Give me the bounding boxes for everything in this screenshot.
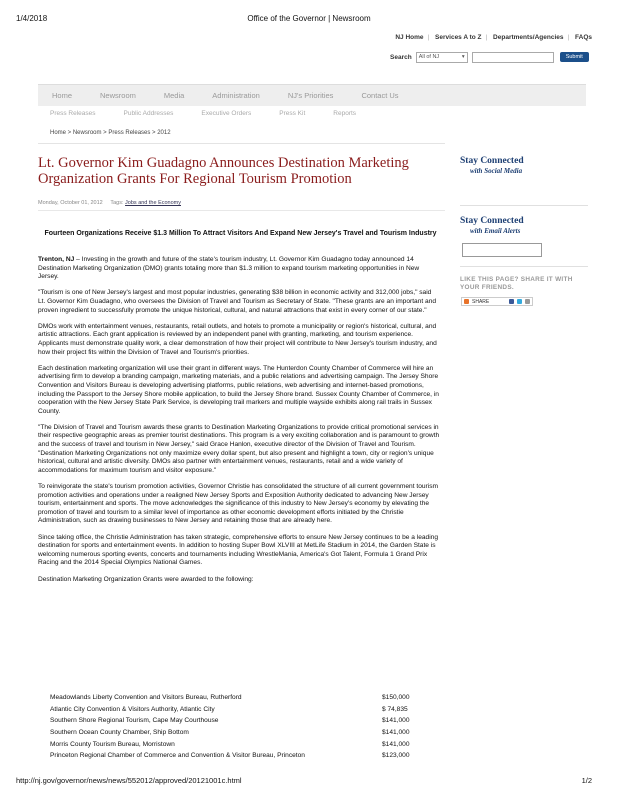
email-subtitle[interactable]: with Email Alerts <box>470 227 521 235</box>
nav-newsroom[interactable]: Newsroom <box>100 91 136 100</box>
print-header <box>0 14 618 26</box>
grantee: Southern Ocean County Chamber, Ship Bottom <box>50 729 189 737</box>
share-prompt: LIKE THIS PAGE? SHARE IT WITH YOUR FRIENDS. <box>460 276 573 291</box>
search-scope-select[interactable] <box>416 52 468 63</box>
paragraph: "Tourism is one of New Jersey's largest and most popular industries, generating $38 billion in economic activity and 312,000 jobs," said Lt. Governor Kim Guadagno, who oversees the Division of Travel and Tourism as Secretary of State. "These grants are an important and proven ingredient to successfully promote the unique historical, cultural, and natural attractions that exist in every corner of our state." <box>38 289 437 314</box>
paragraph: "The Division of Travel and Tourism awards these grants to Destination Marketing Organizations to provide critical promotional services in their respective geographic areas as premier tourist destinations. This program is a very exciting collaboration and is paramount to growth and the success of travel and tourism in New Jersey," said Grace Hanlon, executive director of the Division of Travel and Tourism. "Destination Marketing Organizations not only maximize every dollar spent, but also present and highlight a town, city or region's unique historical, cultural and artistic diversity. DMOs also partner with entertainment venues, restaurants, retail and a wide variety of accommodations for maximum tourism and visitor exposure." <box>38 423 440 474</box>
nav-media[interactable]: Media <box>163 91 185 100</box>
subnav-press-releases[interactable]: Press Releases <box>50 110 96 117</box>
utility-links: NJ Home | Services A to Z | Departments/Agencies | FAQs <box>395 34 592 41</box>
tag-link[interactable]: Jobs and the Economy <box>125 200 181 206</box>
departments-link[interactable]: Departments/Agencies <box>493 34 564 41</box>
email-alerts-block <box>460 216 590 235</box>
nav-priorities[interactable]: NJ's Priorities <box>287 91 334 100</box>
table-row <box>50 750 420 762</box>
grantee: Southern Shore Regional Tourism, Cape May Courthouse <box>50 717 219 725</box>
article-date: Monday, October 01, 2012 <box>38 200 103 206</box>
search-bar <box>390 51 589 63</box>
subnav-public-addresses[interactable]: Public Addresses <box>123 110 174 117</box>
grantee: Meadowlands Liberty Convention and Visitors Bureau, Rutherford <box>50 694 242 702</box>
share-label: SHARE <box>472 298 490 305</box>
search-input[interactable] <box>472 52 554 63</box>
table-row <box>50 738 420 750</box>
submit-button[interactable]: Submit <box>560 52 589 62</box>
paragraph: DMOs work with entertainment venues, restaurants, retail outlets, and hotels to promote a municipality or region's historical, cultural, and artistic attractions. Each grant application is reviewed by an independent panel with granting, marketing, and tourism experience. Applicants must demonstrate quality work, a clear demonstration of how their project will contribute to New Jersey's tourism industry, and how their project fits within the Division of Travel and Tourism's priorities. <box>38 322 437 356</box>
paragraph: Destination Marketing Organization Grants were awarded to the following: <box>38 575 254 583</box>
facebook-icon <box>509 299 514 304</box>
grants-table <box>50 692 420 762</box>
page-url: http://nj.gov/governor/news/news/552012/approved/20121001c.html <box>16 776 242 785</box>
grantee: Princeton Regional Chamber of Commerce and Convention & Visitor Bureau, Princeton <box>50 752 305 760</box>
table-row <box>50 727 420 739</box>
grantee: Atlantic City Convention & Visitors Authority, Atlantic City <box>50 705 215 713</box>
divider <box>38 143 445 144</box>
page-number: 1/2 <box>581 776 592 785</box>
subnav-reports[interactable]: Reports <box>333 110 357 117</box>
search-scope-value: All of NJ <box>418 54 440 60</box>
page-title: Lt. Governor Kim Guadagno Announces Destination Marketing Organization Grants For Regional Tourism Promotion <box>38 155 409 187</box>
share-button[interactable] <box>461 297 533 306</box>
print-date: 1/4/2018 <box>16 14 48 23</box>
article-body <box>38 256 440 592</box>
email-title[interactable]: Stay Connected <box>460 216 524 226</box>
nav-contact[interactable]: Contact Us <box>361 91 399 100</box>
social-title[interactable]: Stay Connected <box>460 156 524 166</box>
grantee: Morris County Tourism Bureau, Morristown <box>50 740 175 748</box>
sub-nav <box>50 110 356 117</box>
tags-label: Tags: <box>110 200 124 206</box>
subnav-press-kit[interactable]: Press Kit <box>279 110 306 117</box>
social-subtitle[interactable]: with Social Media <box>470 167 523 175</box>
paragraph: To reinvigorate the state's tourism promotion activities, Governor Christie has consolidated the structure of all current government tourism promotion activities and operations under a realigned New Jersey Sports and Exposition Authority dedicated to advancing New Jersey tourism, entertainment and sports. The move acknowledges the significance of this industry to New Jersey's economy by elevating the promotion of travel and tourism to a similar level of importance as other economic development efforts initiated by the Christie Administration, such as drawing businesses to New Jersey and retaining those that are already here. <box>38 483 438 525</box>
lead-text: – Investing in the growth and future of the state's tourism industry, Lt. Governor Kim Guadagno today announced 14 Destination Marketing Organization (DMO) grants totaling more than $1.3 million to expand tourism marketing opportunities in New Jersey. <box>38 256 420 281</box>
dateline: Trenton, NJ <box>38 256 75 263</box>
search-label: Search <box>390 53 412 61</box>
email-field[interactable] <box>462 243 542 257</box>
breadcrumb: Home > Newsroom > Press Releases > 2012 <box>50 130 171 136</box>
chevron-down-icon: ▾ <box>461 54 465 60</box>
email-icon <box>525 299 530 304</box>
twitter-icon <box>517 299 522 304</box>
grant-amount: $ 74,835 <box>382 705 408 713</box>
main-nav <box>38 84 586 106</box>
nav-administration[interactable]: Administration <box>212 91 260 100</box>
divider <box>460 205 588 206</box>
print-title: Office of the Governor | Newsroom <box>247 14 371 23</box>
grant-amount: $123,000 <box>382 752 410 760</box>
table-row <box>50 715 420 727</box>
grant-amount: $141,000 <box>382 717 410 725</box>
nj-home-link[interactable]: NJ Home <box>395 34 424 41</box>
nav-home[interactable]: Home <box>52 91 73 100</box>
faqs-link[interactable]: FAQs <box>575 34 592 41</box>
subnav-executive-orders[interactable]: Executive Orders <box>201 110 252 117</box>
grant-amount: $141,000 <box>382 729 410 737</box>
article-subhead: Fourteen Organizations Receive $1.3 Million To Attract Visitors And Expand New Jersey's Travel and Tourism Industry <box>44 230 437 237</box>
social-media-block <box>460 156 590 175</box>
table-row <box>50 692 420 704</box>
services-link[interactable]: Services A to Z <box>435 34 482 41</box>
article-meta <box>38 200 181 206</box>
share-icon <box>464 299 469 304</box>
paragraph: Each destination marketing organization will use their grant in different ways. The Hunterdon County Chamber of Commerce will hire an advertising firm to develop a branding campaign, marketing materials, and a public relations and advertising campaign. The Jersey Shore Convention and Visitors Bureau is developing advertising platforms, public relations, web advertising and internet-based promotions, including the Passport to the Jersey Shore mobile application, to build the Jersey Shore brand. Sussex County Chamber of Commerce, in cooperation with the New Jersey State Park Service, is developing trail markers and multiple wayside exhibits along rail trails in Sussex County. <box>38 364 439 415</box>
paragraph <box>38 256 440 282</box>
divider <box>460 266 588 267</box>
divider <box>38 210 445 211</box>
table-row <box>50 704 420 716</box>
grant-amount: $150,000 <box>382 694 410 702</box>
grant-amount: $141,000 <box>382 740 410 748</box>
paragraph: Since taking office, the Christie Administration has taken strategic, comprehensive efforts to ensure New Jersey continues to be a leading destination for sports and entertainment events. In addition to hosting Super Bowl XLVIII at MetLife Stadium in 2014, the Garden State is welcoming numerous sporting events, concerts and tournaments including WrestleMania, America's Got Talent, Formula 1 Grand Prix Racing and the 2014 Special Olympics National Games. <box>38 533 438 567</box>
